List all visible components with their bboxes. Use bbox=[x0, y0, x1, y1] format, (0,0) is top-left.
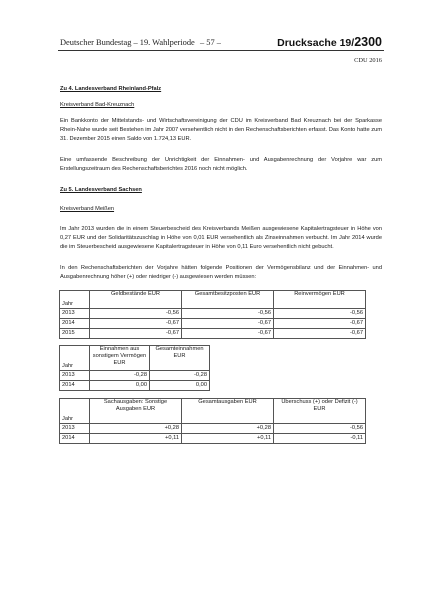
value-cell: -0,28 bbox=[150, 371, 210, 381]
value-cell: -0,67 bbox=[182, 319, 274, 329]
paragraph-description: Eine umfassende Beschreibung der Unrichtigkeit der Einnahmen- und Ausgabenrechnung der Vorjahre war zum Erstellungszeitraum des Rechenschaftsberichtes 2016 noch nicht möglich. bbox=[60, 157, 382, 172]
header-drucksache bbox=[277, 35, 382, 49]
section-heading-sachsen: Zu 5. Landesverband Sachsen bbox=[60, 187, 142, 193]
table-header-row bbox=[60, 346, 210, 371]
table-row bbox=[60, 424, 366, 434]
value-cell: -0,56 bbox=[182, 309, 274, 319]
table-row bbox=[60, 319, 366, 329]
year-cell: 2013 bbox=[60, 424, 90, 434]
header-cell-gesamteinnahmen: Gesamteinnahmen EUR bbox=[150, 346, 210, 371]
header-cell-einnahmen-sonstiges: Einnahmen aus sonstigem Vermögen EUR bbox=[90, 346, 150, 371]
table-row bbox=[60, 309, 366, 319]
value-cell: -0,56 bbox=[90, 309, 182, 319]
value-cell: +0,11 bbox=[182, 434, 274, 444]
table-header-row bbox=[60, 291, 366, 309]
value-cell: 0,00 bbox=[90, 381, 150, 391]
table-einnahmen bbox=[59, 345, 210, 391]
table-row bbox=[60, 381, 210, 391]
header-cell-jahr: Jahr bbox=[60, 291, 90, 309]
year-cell: 2015 bbox=[60, 329, 90, 339]
year-cell: 2013 bbox=[60, 371, 90, 381]
value-cell: +0,28 bbox=[182, 424, 274, 434]
value-cell: 0,00 bbox=[150, 381, 210, 391]
paragraph-vorjahre: In den Rechenschaftsberichten der Vorjahre hätten folgende Positionen der Vermögensbilanz und der Einnahmen- und Ausgabenrechnung höher (+) oder niedriger (-) ausgewiesen werden müssen: bbox=[60, 265, 382, 280]
value-cell: +0,11 bbox=[90, 434, 182, 444]
header-cell-jahr: Jahr bbox=[60, 346, 90, 371]
year-cell: 2014 bbox=[60, 381, 90, 391]
year-cell: 2013 bbox=[60, 309, 90, 319]
value-cell: -0,67 bbox=[274, 319, 366, 329]
header-page-number: – 57 – bbox=[200, 38, 221, 47]
table-row bbox=[60, 371, 210, 381]
subheading-bad-kreuznach: Kreisverband Bad-Kreuznach bbox=[60, 102, 135, 108]
table-row bbox=[60, 434, 366, 444]
table-header-row bbox=[60, 399, 366, 424]
header-sub: CDU 2016 bbox=[354, 57, 382, 64]
value-cell: -0,28 bbox=[90, 371, 150, 381]
paragraph-bank-account: Ein Bankkonto der Mittelstands- und Wirtschaftsvereinigung der CDU im Kreisverband Bad Kreuznach bei der Sparkasse Rhein-Nahe wurde seit Bestehen im Jahr 2007 versehentlich nicht in den Rechenschaftsberichten erfasst. Das Konto hatte zum 31. Dezember 2015 einen Saldo von 1.724,13 EUR. bbox=[60, 118, 382, 142]
value-cell: -0,67 bbox=[90, 319, 182, 329]
value-cell: -0,56 bbox=[274, 309, 366, 319]
value-cell: -0,67 bbox=[274, 329, 366, 339]
value-cell: +0,28 bbox=[90, 424, 182, 434]
drucksache-prefix: Drucksache 19/ bbox=[277, 37, 355, 49]
drucksache-number: 2300 bbox=[354, 35, 382, 49]
header-cell-gesamtausgaben: Gesamtausgaben EUR bbox=[182, 399, 274, 424]
value-cell: -0,67 bbox=[182, 329, 274, 339]
paragraph-steuerbescheid: Im Jahr 2013 wurden die in einem Steuerbescheid des Kreisverbands Meißen ausgewiesene Kapitalertragsteuer in Höhe von 0,27 EUR und der Solidaritätszuschlag in Höhe von 0,01 EUR versehentlich als Zinseinnahmen verbucht. Im Jahr 2014 wurde die im Steuerbescheid ausgewiesene Kapitalertragsteuer in Höhe von 0,11 Euro versehentlich nicht gebucht. bbox=[60, 226, 382, 250]
header-parliament: Deutscher Bundestag – 19. Wahlperiode bbox=[60, 38, 195, 47]
year-cell: 2014 bbox=[60, 434, 90, 444]
table-vermoegensbilanz bbox=[59, 290, 366, 339]
table-ausgaben bbox=[59, 398, 366, 444]
header-cell-jahr: Jahr bbox=[60, 399, 90, 424]
value-cell: -0,56 bbox=[274, 424, 366, 434]
year-cell: 2014 bbox=[60, 319, 90, 329]
header-cell-reinvermoegen: Reinvermögen EUR bbox=[274, 291, 366, 309]
table-row bbox=[60, 329, 366, 339]
subheading-meissen: Kreisverband Meißen bbox=[60, 206, 115, 212]
value-cell: -0,67 bbox=[90, 329, 182, 339]
header-rule bbox=[58, 50, 384, 51]
section-heading-rlp: Zu 4. Landesverband Rheinland-Pfalz bbox=[60, 86, 162, 92]
value-cell: -0,11 bbox=[274, 434, 366, 444]
header-cell-geldbestaende: Geldbestände EUR bbox=[90, 291, 182, 309]
header-cell-gesamtbesitzposten: Gesamtbesitzposten EUR bbox=[182, 291, 274, 309]
header-cell-sachausgaben: Sachausgaben: Sonstige Ausgaben EUR bbox=[90, 399, 182, 424]
header-cell-ueberschuss: Überschuss (+) oder Defizit (-) EUR bbox=[274, 399, 366, 424]
